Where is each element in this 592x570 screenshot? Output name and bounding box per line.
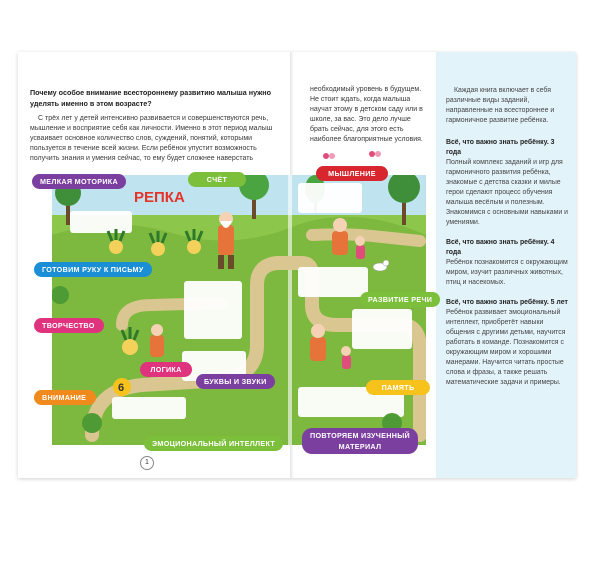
age-heading-4: Всё, что важно знать ребёнку. 4 года xyxy=(446,239,555,256)
butterfly-icon xyxy=(369,151,381,157)
task-number: 6 xyxy=(118,382,125,394)
panel-intro: Каждая книга включает в себя различные виды заданий, направленные на всестороннее и гармоничное развитие ребёнка. xyxy=(446,87,555,124)
continuation-text: необходимый уровень в будущем. Не стоит ждать, когда малыша научат этому в детском саду или в школе, за вас. Это дело лучше брать сейчас, для этого есть наиболее благоприятные условия. xyxy=(310,86,423,143)
grandpa-figure xyxy=(332,218,348,255)
butterflies xyxy=(320,146,390,168)
repka-illustration xyxy=(52,175,426,445)
series-description xyxy=(446,86,570,398)
intro-paragraph: С трёх лет у детей интенсивно развивается и совершенствуются речь, мышление и восприятие себя как личности. Именно в этот период малыш усваивает основное количество слов, суждений, понятий, которыми пользуется в течение всей жизни. Если ребёнок упустит возможность получить знания и умения сейчас, то ему будет сложнее наверстать xyxy=(30,115,273,162)
age-body-3: Полный комплекс заданий и игр для гармоничного развития ребёнка, знакомые с детства сказки и милые герои сделают процесс обучения малыша весёлым и полезным. Знакомимся с основными навыками и умениями. xyxy=(446,159,568,226)
tag-letters: БУКВЫ И ЗВУКИ xyxy=(196,374,275,389)
age-body-5: Ребёнок развивает эмоциональный интеллект, приобретёт навыки общения с другими детьми, научится работать в команде. Познакомится с окружающим миром и хорошими манерами. Научится читать простые слова и фразы, а также решать математические задачи и примеры. xyxy=(446,309,566,386)
age-body-4: Ребёнок познакомится с окружающим миром, изучит различных животных, птиц и насекомых. xyxy=(446,259,568,286)
page-number: 1 xyxy=(140,456,154,470)
girl-figure xyxy=(355,236,365,259)
left-page-text xyxy=(30,87,278,164)
tag-attention: ВНИМАНИЕ xyxy=(34,390,96,405)
illustration-title: РЕПКА xyxy=(134,189,185,206)
tag-review-line1: ПОВТОРЯЕМ ИЗУЧЕННЫЙ xyxy=(310,431,411,440)
tag-speech: РАЗВИТИЕ РЕЧИ xyxy=(360,292,440,307)
tag-hand-prep: ГОТОВИМ РУКУ К ПИСЬМУ xyxy=(34,262,152,277)
tag-thinking: МЫШЛЕНИЕ xyxy=(316,166,388,181)
tag-review-line2: МАТЕРИАЛ xyxy=(338,442,382,451)
age-heading-3: Всё, что важно знать ребёнку. 3 года xyxy=(446,139,555,156)
tag-review xyxy=(302,428,418,454)
age-heading-5: Всё, что важно знать ребёнку. 5 лет xyxy=(446,299,568,306)
tag-logic: ЛОГИКА xyxy=(140,362,192,377)
tag-emotional: ЭМОЦИОНАЛЬНЫЙ ИНТЕЛЛЕКТ xyxy=(144,436,283,451)
tag-creativity: ТВОРЧЕСТВО xyxy=(34,318,104,333)
intro-question: Почему особое внимание всестороннему развитию малыша нужно уделять именно в этом возрасте? xyxy=(30,88,271,108)
tag-memory: ПАМЯТЬ xyxy=(366,380,430,395)
tag-fine-motor: МЕЛКАЯ МОТОРИКА xyxy=(32,174,126,189)
butterfly-icon xyxy=(323,153,335,159)
grandpa-figure xyxy=(150,324,164,357)
girl-figure xyxy=(341,346,351,369)
grandpa-figure xyxy=(310,324,326,361)
tag-counting: СЧЁТ xyxy=(188,172,246,187)
